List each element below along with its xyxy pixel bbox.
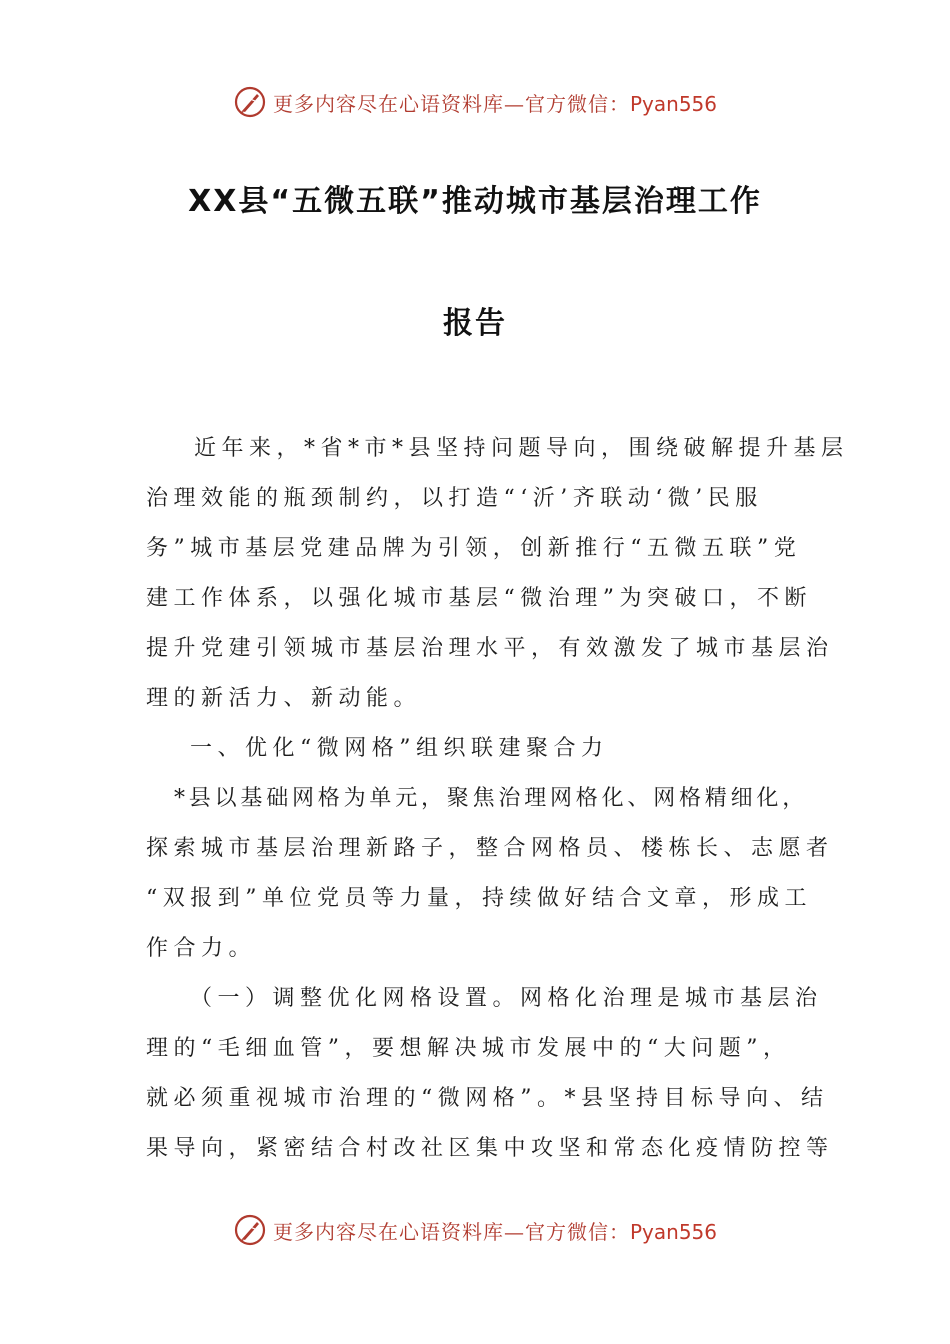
quill-pen-logo-icon — [233, 85, 267, 119]
text-line: 作合力。 — [146, 936, 257, 961]
quill-pen-logo-icon — [233, 1213, 267, 1247]
subsection-line: （一）调整优化网格设置。网格化治理是城市基层治 — [190, 986, 823, 1011]
watermark-text: 更多内容尽在心语资料库—官方微信：Pyan556 — [272, 1219, 717, 1244]
watermark-text: 更多内容尽在心语资料库—官方微信：Pyan556 — [272, 91, 717, 116]
watermark-wechat-id: Pyan556 — [629, 91, 717, 116]
text-line: 理的新活力、新动能。 — [146, 686, 422, 711]
text-line: 提升党建引领城市基层治理水平，有效激发了城市基层治 — [146, 636, 834, 661]
watermark-wechat-id: Pyan556 — [629, 1219, 717, 1244]
watermark-banner-bottom — [0, 1208, 950, 1252]
section-heading: 一、优化“微网格”组织联建聚合力 — [190, 736, 609, 761]
text-line: 建工作体系，以强化城市基层“微治理”为突破口，不断 — [146, 586, 812, 611]
text-line: 果导向，紧密结合村改社区集中攻坚和常态化疫情防控等 — [146, 1136, 834, 1161]
document-title-line1: XX县“五微五联”推动城市基层治理工作 — [188, 184, 762, 219]
text-line: 探索城市基层治理新路子，整合网格员、楼栋长、志愿者 — [146, 836, 834, 861]
text-line: “双报到”单位党员等力量，持续做好结合文章，形成工 — [146, 886, 812, 911]
text-line: *县以基础网格为单元，聚焦治理网格化、网格精细化， — [174, 786, 809, 811]
document-title-line2: 报告 — [443, 306, 507, 341]
text-line: 治理效能的瓶颈制约，以打造“‘沂’齐联动‘微’民服 — [146, 486, 763, 511]
text-line: 理的“毛细血管”，要想解决城市发展中的“大问题”， — [146, 1036, 791, 1061]
watermark-banner-top — [0, 80, 950, 124]
text-line: 务”城市基层党建品牌为引领，创新推行“五微五联”党 — [146, 536, 802, 561]
text-line: 就必须重视城市治理的“微网格”。*县坚持目标导向、结 — [146, 1086, 829, 1111]
document-body — [146, 424, 849, 1174]
text-line: 近年来，*省*市*县坚持问题导向，围绕破解提升基层 — [194, 436, 849, 461]
